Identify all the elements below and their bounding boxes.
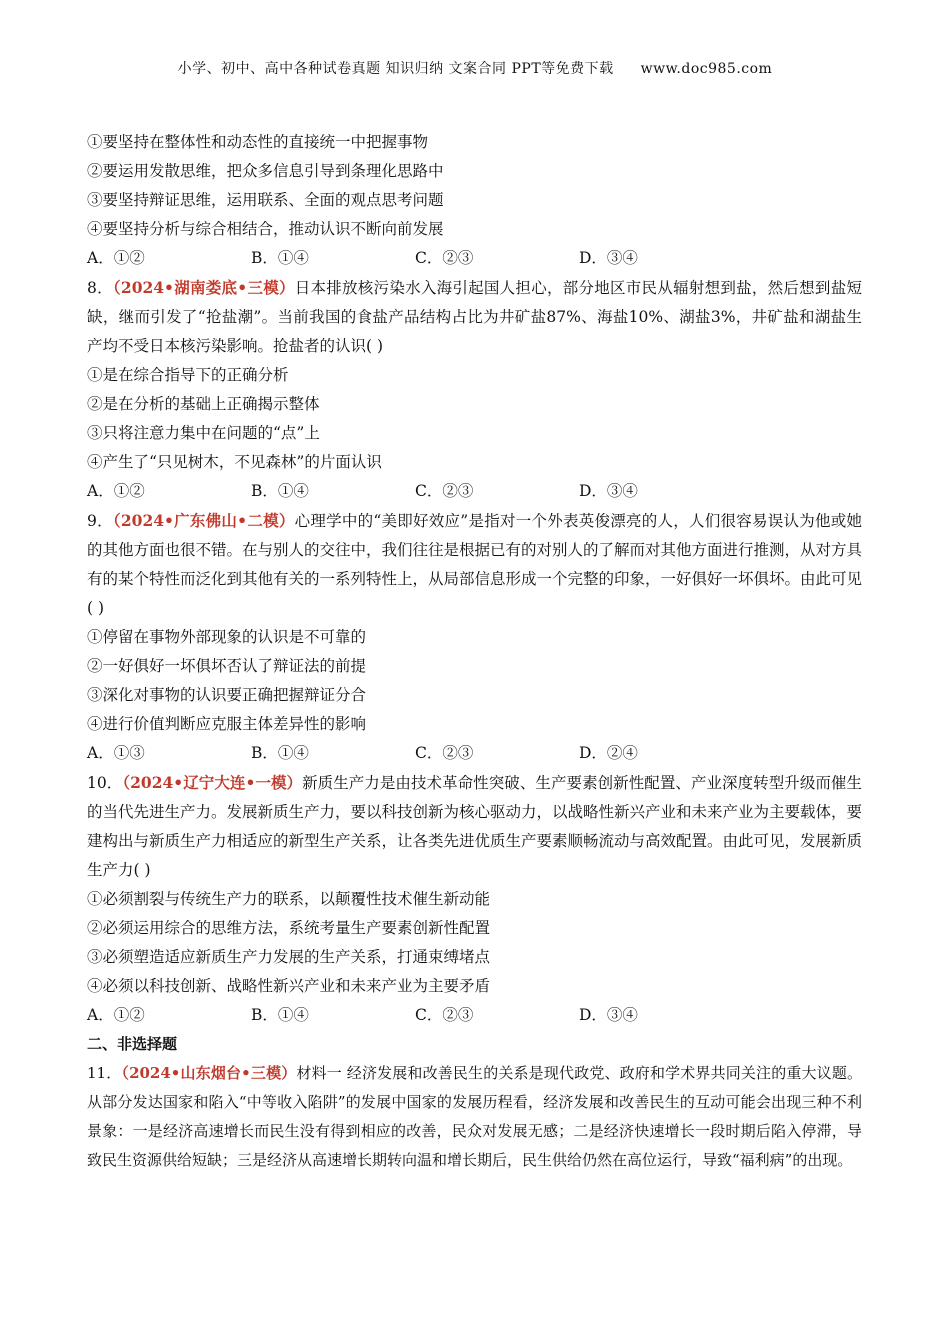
statement: ④产生了“只见树木，不见森林”的片面认识 [87, 453, 382, 471]
statement: ③要坚持辩证思维，运用联系、全面的观点思考问题 [87, 191, 444, 209]
question-8 [87, 273, 862, 506]
question-source: （2024•广东佛山•二模） [112, 511, 295, 530]
statement: ②一好俱好一坏俱坏否认了辩证法的前提 [87, 657, 367, 675]
option-d: D．③④ [579, 482, 638, 500]
question-number: 9． [87, 512, 113, 530]
option-d: D．②④ [579, 744, 638, 762]
statement: ④要坚持分析与综合相结合，推动认识不断向前发展 [87, 220, 444, 238]
question-stem [87, 506, 862, 623]
statement: ②要运用发散思维，把众多信息引导到条理化思路中 [87, 162, 444, 180]
options [87, 739, 862, 768]
option-c: C．②③ [415, 1006, 474, 1024]
material-text: 材料一 经济发展和改善民生的关系是现代政党、政府和学术界共同关注的重大议题。从部分发达国家和陷入“中等收入陷阱”的发展中国家的发展历程看，经济发展和改善民生的互动可能会出现三种不利景象：一是经济高速增长而民生没有得到相应的改善，民众对发展无感；二是经济快速增长一段时期后陷入停滞，导致民生资源供给短缺；三是经济从高速增长期转向温和增长期后，民生供给仍然在高位运行，导致“福利病”的出现。 [87, 1064, 862, 1169]
question-stem [87, 273, 862, 361]
question-text: 心理学中的“美即好效应”是指对一个外表英俊漂亮的人，人们很容易误认为他或她的其他方面也很不错。在与别人的交往中，我们往往是根据已有的对别人的了解而对其他方面进行推测，从对方具有的某个特性而泛化到其他有关的一系列特性上，从局部信息形成一个完整的印象，一好俱好一坏俱坏。由此可见( ) [87, 512, 863, 617]
statement: ①必须割裂与传统生产力的联系，以颠覆性技术催生新动能 [87, 890, 491, 908]
page-header [0, 58, 950, 78]
option-b: B．①④ [251, 249, 309, 267]
statement: ③深化对事物的认识要正确把握辩证分合 [87, 686, 367, 704]
options [87, 477, 862, 506]
option-d: D．③④ [579, 249, 638, 267]
question-number: 8． [87, 279, 113, 297]
option-c: C．②③ [415, 744, 474, 762]
question-source: （2024•辽宁大连•一模） [122, 773, 303, 792]
question-source: （2024•山东烟台•三模） [121, 1064, 297, 1082]
option-b: B．①④ [251, 1006, 309, 1024]
question-text: 新质生产力是由技术革命性突破、生产要素创新性配置、产业深度转型升级而催生的当代先进生产力。发展新质生产力，要以科技创新为核心驱动力，以战略性新兴产业和未来产业为主要载体，要建构出与新质生产力相适应的新型生产关系，让各类先进优质生产要素顺畅流动与高效配置。由此可见，发展新质生产力( ) [87, 774, 863, 879]
statement: ①停留在事物外部现象的认识是不可靠的 [87, 628, 367, 646]
question-stem [87, 768, 862, 885]
statement: ②是在分析的基础上正确揭示整体 [87, 395, 320, 413]
statement: ④必须以科技创新、战略性新兴产业和未来产业为主要矛盾 [87, 977, 491, 995]
question-text: 日本排放核污染水入海引起国人担心，部分地区市民从辐射想到盐，然后想到盐短缺，继而引发了“抢盐潮”。当前我国的食盐产品结构占比为井矿盐87%、海盐10%、湖盐3%，井矿盐和湖盐生产均不受日本核污染影响。抢盐者的认识( ) [87, 279, 862, 355]
question-source: （2024•湖南娄底•三模） [112, 278, 295, 297]
statement: ②必须运用综合的思维方法，系统考量生产要素创新性配置 [87, 919, 491, 937]
option-a: A．①② [87, 482, 145, 500]
option-a: A．①② [87, 1006, 145, 1024]
header-site: www.doc985.com [640, 61, 773, 77]
options [87, 1001, 862, 1030]
question-number: 10． [87, 774, 123, 792]
question-11 [87, 1059, 862, 1175]
statement: ③只将注意力集中在问题的“点”上 [87, 424, 320, 442]
option-c: C．②③ [415, 482, 474, 500]
option-b: B．①④ [251, 482, 309, 500]
header-text: 小学、初中、高中各种试卷真题 知识归纳 文案合同 PPT等免费下载 [177, 61, 614, 77]
statement: ④进行价值判断应克服主体差异性的影响 [87, 715, 367, 733]
option-b: B．①④ [251, 744, 309, 762]
option-a: A．①③ [87, 744, 145, 762]
option-a: A．①② [87, 249, 145, 267]
question-number: 11． [87, 1064, 122, 1082]
statement: ①是在综合指导下的正确分析 [87, 366, 289, 384]
statement: ③必须塑造适应新质生产力发展的生产关系，打通束缚堵点 [87, 948, 491, 966]
question-7 [87, 128, 862, 273]
option-d: D．③④ [579, 1006, 638, 1024]
question-9 [87, 506, 862, 768]
document-body [87, 128, 862, 1175]
options [87, 244, 862, 273]
option-c: C．②③ [415, 249, 474, 267]
section-title: 二、非选择题 [87, 1035, 178, 1053]
statement: ①要坚持在整体性和动态性的直接统一中把握事物 [87, 133, 429, 151]
question-10 [87, 768, 862, 1030]
